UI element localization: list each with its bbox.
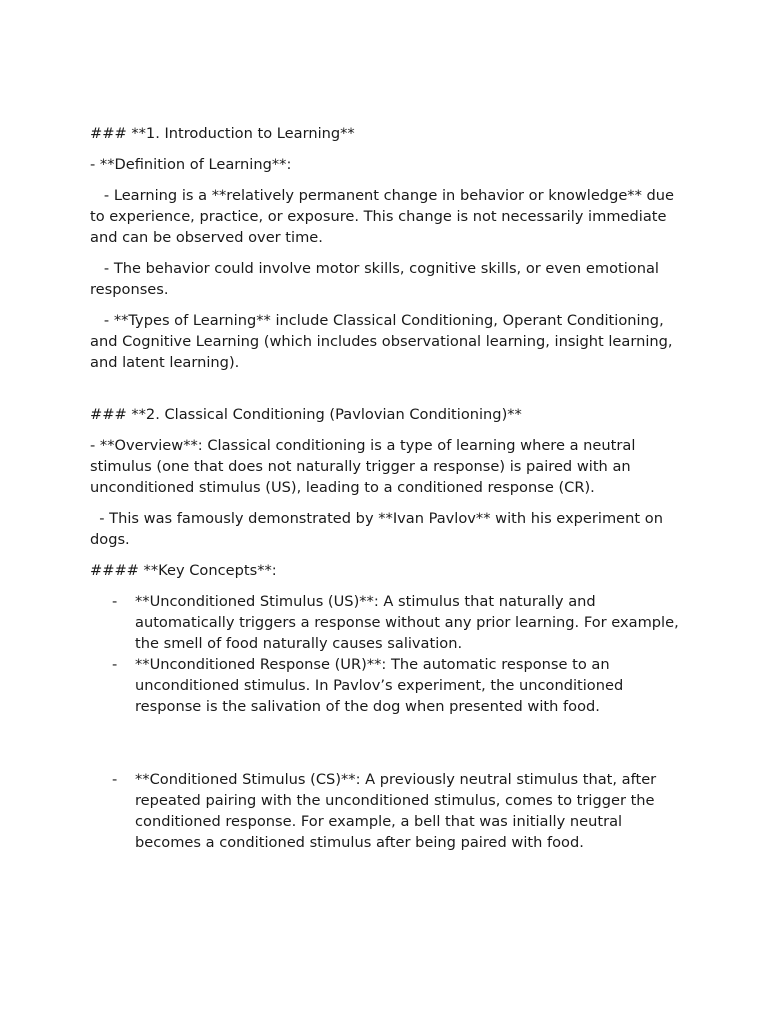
list-spacer <box>90 717 686 769</box>
section-spacer <box>90 383 686 404</box>
section-1-heading: ### **1. Introduction to Learning** <box>90 125 355 142</box>
section-2-heading: ### **2. Classical Conditioning (Pavlovian Conditioning)** <box>90 406 522 423</box>
list-item-text: **Unconditioned Stimulus (US)**: A stimulus that naturally and automatically triggers a response without any prior learning. For example, the smell of food naturally causes salivation. <box>135 593 679 652</box>
key-concepts-heading: #### **Key Concepts**: <box>90 562 277 579</box>
list-item <box>90 591 686 654</box>
behavior-paragraph: - The behavior could involve motor skills, cognitive skills, or even emotional responses. <box>90 260 664 298</box>
pavlov-paragraph: - This was famously demonstrated by **Ivan Pavlov** with his experiment on dogs. <box>90 510 668 548</box>
types-paragraph: - **Types of Learning** include Classical Conditioning, Operant Conditioning, and Cognitive Learning (which includes observational learning, insight learning, and latent learning). <box>90 312 678 371</box>
list-item <box>90 769 686 853</box>
overview-paragraph: - **Overview**: Classical conditioning is a type of learning where a neutral stimulus (one that does not naturally trigger a response) is paired with an unconditioned stimulus (US), leading to a conditioned response (CR). <box>90 437 641 496</box>
document-body <box>90 123 686 853</box>
definition-label: - **Definition of Learning**: <box>90 156 292 173</box>
definition-paragraph: - Learning is a **relatively permanent change in behavior or knowledge** due to experience, practice, or exposure. This change is not necessarily immediate and can be observed over time. <box>90 187 679 246</box>
list-item <box>90 654 686 717</box>
list-item-text: **Conditioned Stimulus (CS)**: A previously neutral stimulus that, after repeated pairing with the unconditioned stimulus, comes to trigger the conditioned response. For example, a bell that was initially neutral becomes a conditioned stimulus after being paired with food. <box>135 771 657 851</box>
bullet-dash: - <box>112 771 118 788</box>
bullet-dash: - <box>112 656 118 673</box>
key-concepts-list-continued <box>90 769 686 853</box>
key-concepts-list <box>90 591 686 717</box>
bullet-dash: - <box>112 593 118 610</box>
list-item-text: **Unconditioned Response (UR)**: The automatic response to an unconditioned stimulus. In Pavlov’s experiment, the unconditioned response is the salivation of the dog when presented with food. <box>135 656 624 715</box>
